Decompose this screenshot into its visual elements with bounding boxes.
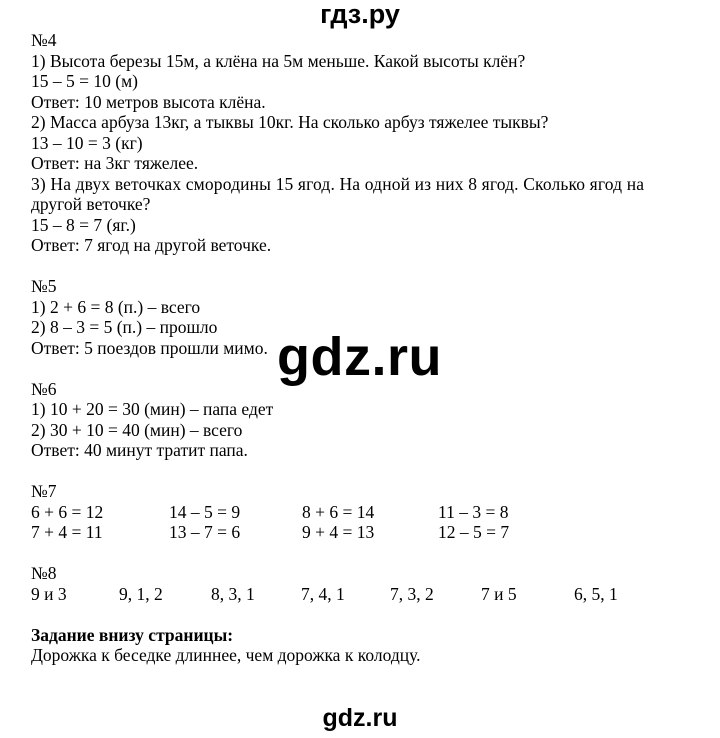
task5-line: 2) 8 – 3 = 5 (п.) – прошло bbox=[31, 317, 218, 337]
task7-cell: 12 – 5 = 7 bbox=[438, 522, 510, 542]
watermark: gdz.ru bbox=[277, 327, 442, 387]
bottom-task-title: Задание внизу страницы: bbox=[31, 624, 234, 645]
task4-line: 1) Высота березы 15м, а клёна на 5м меньше. Какой высоты клён? bbox=[31, 50, 526, 71]
task5-line: Ответ: 5 поездов прошли мимо. bbox=[31, 337, 268, 358]
task4-line: 13 – 10 = 3 (кг) bbox=[31, 132, 143, 153]
task7-cell: 14 – 5 = 9 bbox=[169, 501, 241, 522]
task4-line: 2) Масса арбуза 13кг, а тыквы 10кг. На сколько арбуз тяжелее тыквы? bbox=[31, 112, 549, 132]
spacer bbox=[31, 604, 691, 625]
task4-title: №4 bbox=[31, 30, 57, 50]
task7-cell: 9 + 4 = 13 bbox=[302, 522, 375, 542]
task7-cell: 11 – 3 = 8 bbox=[438, 501, 509, 522]
task7-row bbox=[31, 522, 691, 543]
task7-cell: 8 + 6 = 14 bbox=[302, 501, 375, 522]
task6-line: 1) 10 + 20 = 30 (мин) – папа едет bbox=[31, 399, 274, 419]
task8-title: №8 bbox=[31, 563, 57, 583]
task8-item: 7, 3, 2 bbox=[390, 583, 434, 604]
task6-title: №6 bbox=[31, 378, 57, 399]
task4-line: 15 – 5 = 10 (м) bbox=[31, 71, 138, 91]
task7-cell: 7 + 4 = 11 bbox=[31, 522, 103, 542]
bottom-task-text: Дорожка к беседке длиннее, чем дорожка к колодцу. bbox=[31, 645, 421, 665]
site-logo-header: гдз.ру bbox=[320, 0, 400, 29]
task6-line: Ответ: 40 минут тратит папа. bbox=[31, 440, 248, 460]
spacer bbox=[31, 461, 691, 482]
task7-cell: 13 – 7 = 6 bbox=[169, 522, 241, 542]
task5-line: 1) 2 + 6 = 8 (п.) – всего bbox=[31, 296, 201, 317]
spacer bbox=[31, 543, 691, 564]
task8-item: 7 и 5 bbox=[481, 583, 517, 604]
task5-title: №5 bbox=[31, 276, 57, 296]
site-logo-footer: gdz.ru bbox=[322, 704, 398, 732]
task4-line: 15 – 8 = 7 (яг.) bbox=[31, 214, 136, 235]
task8-item: 7, 4, 1 bbox=[301, 583, 345, 604]
task7-cell: 6 + 6 = 12 bbox=[31, 501, 104, 522]
task7-title: №7 bbox=[31, 481, 57, 501]
task8-item: 6, 5, 1 bbox=[574, 583, 618, 604]
spacer bbox=[31, 256, 691, 277]
task7-row bbox=[31, 502, 691, 523]
task8-item: 9, 1, 2 bbox=[119, 583, 163, 604]
task4-line: Ответ: 7 ягод на другой веточке. bbox=[31, 235, 272, 255]
task4-line: Ответ: на 3кг тяжелее. bbox=[31, 153, 199, 173]
task8-item: 9 и 3 bbox=[31, 583, 67, 604]
task4-line: Ответ: 10 метров высота клёна. bbox=[31, 91, 266, 112]
task4-line: 3) На двух веточках смородины 15 ягод. На одной из них 8 ягод. Сколько ягод на bbox=[31, 173, 645, 194]
task6-line: 2) 30 + 10 = 40 (мин) – всего bbox=[31, 419, 243, 440]
task8-row bbox=[31, 584, 691, 605]
task8-item: 8, 3, 1 bbox=[211, 583, 255, 604]
task4-line: другой веточке? bbox=[31, 194, 151, 214]
